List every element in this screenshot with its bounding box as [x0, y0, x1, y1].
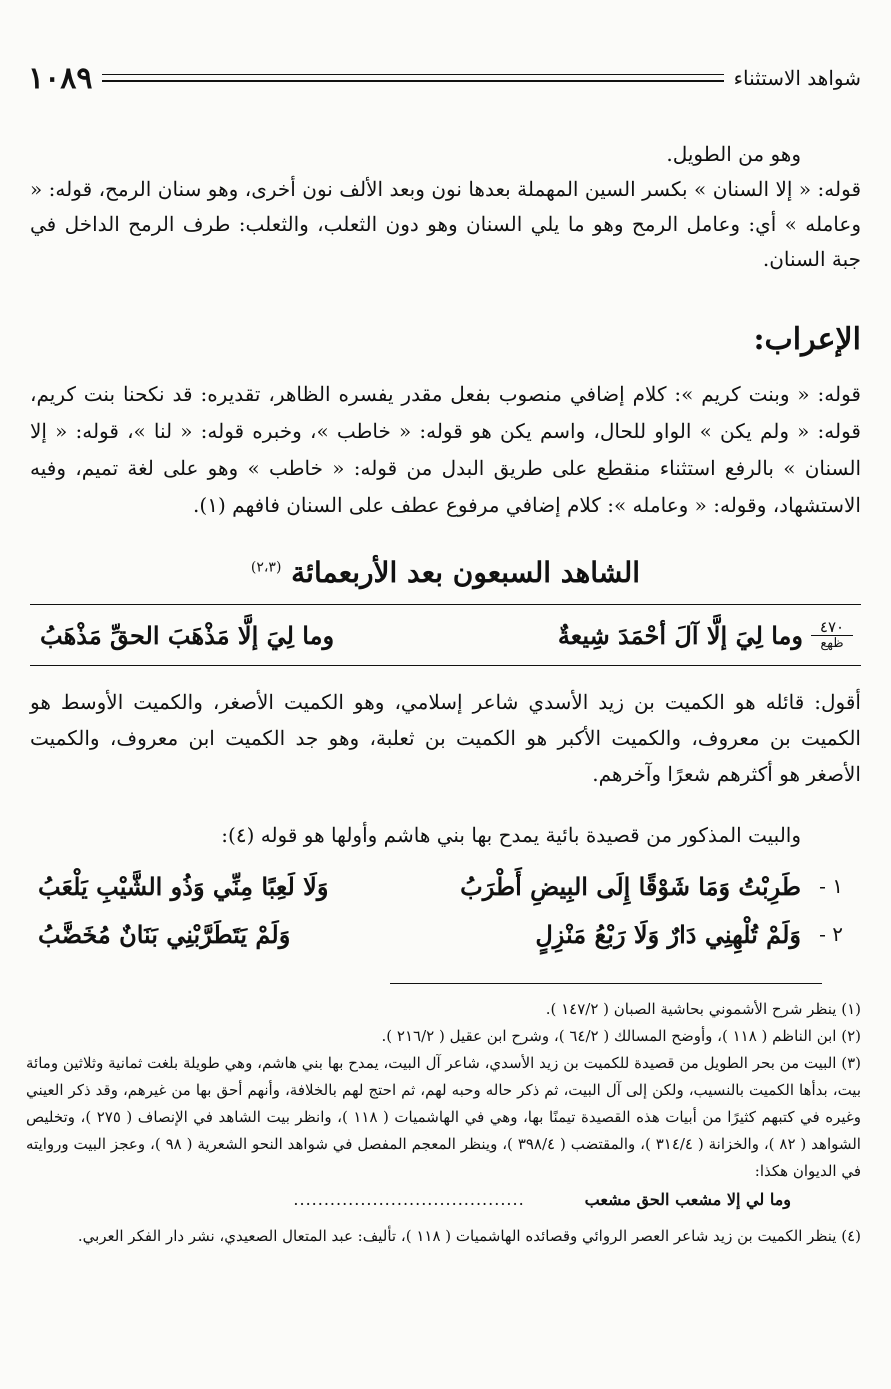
- verse-ref-label: ظهع: [820, 635, 844, 651]
- footnote-1: (١) ينظر شرح الأشموني بحاشية الصبان ( ١٤٧/٢ ).: [545, 1000, 861, 1018]
- footnote-3-verse: [26, 1185, 861, 1215]
- poem-intro-block: [30, 818, 861, 853]
- witness-title: [30, 556, 861, 589]
- verse-ref-number: ٤٧٠: [811, 620, 853, 636]
- witness-verse-box: [30, 604, 861, 666]
- poem-verse: [30, 862, 861, 910]
- header-rule: [102, 74, 723, 82]
- page-number: ١٠٨٩: [28, 60, 93, 96]
- footnote-2: (٢) ابن الناظم ( ١١٨ )، وأوضح المسالك ( ٦٤/٢ )، وشرح ابن عقيل ( ٢١٦/٢ ).: [381, 1027, 861, 1045]
- verse-first-half: طَرِبْتُ وَمَا شَوْقًا إِلَى البِيضِ أَطْرَبُ: [460, 871, 801, 901]
- witness-title-text: الشاهد السبعون بعد الأربعمائة: [291, 556, 641, 589]
- footnote-verse-dots: ......................................: [293, 1190, 525, 1209]
- footnotes: [26, 996, 861, 1250]
- verse-number: ١ -: [819, 874, 843, 898]
- footnote-verse-text: وما لي إلا مشعب الحق مشعب: [584, 1190, 791, 1209]
- page-header: [28, 58, 861, 98]
- irab-block: [30, 376, 861, 524]
- running-title: شواهد الاستثناء: [733, 66, 861, 90]
- verse-reference: [811, 617, 853, 651]
- poem-verse-list: [30, 862, 861, 958]
- verse-second-half: وَلَا لَعِبًا مِنِّي وَذُو الشَّيْبِ يَلْعَبُ: [38, 871, 329, 901]
- words-paragraph: قوله: « إلا السنان » بكسر السين المهملة بعدها نون وبعد الألف نون أخرى، وهو سنان الرمح، قوله: « وعامله » أي: وعامل الرمح وهو ما يلي السنان وهو دون الثعلب، والثعلب: طرف الرمح الداخل في جبة السنان.: [30, 177, 861, 271]
- meter-line: وهو من الطويل.: [666, 142, 801, 166]
- witness-title-note: (٢،٣): [250, 559, 282, 576]
- irab-paragraph: قوله: « وبنت كريم »: كلام إضافي منصوب بفعل مقدر يفسره الظاهر، تقديره: قد نكحنا بنت كريم، قوله: « ولم يكن » الواو للحال، واسم يكن هو قوله: « خاطب »، وخبره قوله: « لنا »، قوله: « إلا السنان » بالرفع استثناء منقطع على طريق البدل من قوله: « خاطب » وهو على لغة تميم، وفيه الاستشهاد، وقوله: « وعامله »: كلام إضافي مرفوع عطف على السنان فافهم (١).: [30, 382, 861, 517]
- commentary-block: [30, 137, 861, 277]
- footnote-4: (٤) ينظر الكميت بن زيد شاعر العصر الروائي وقصائده الهاشميات ( ١١٨ )، تأليف: عبد المتعال الصعيدي، نشر دار الفكر العربي.: [77, 1227, 861, 1245]
- poem-verse: [30, 910, 861, 958]
- aqul-block: [30, 684, 861, 792]
- footnote-separator: [390, 983, 822, 984]
- verse-number: ٢ -: [819, 922, 843, 946]
- poem-intro: والبيت المذكور من قصيدة بائية يمدح بها بني هاشم وأولها هو قوله (٤):: [221, 823, 801, 847]
- footnote-3: (٣) البيت من بحر الطويل من قصيدة للكميت بن زيد الأسدي، شاعر آل البيت، يمدح بها بني هاشم، وهي طويلة بلغت ثمانية وثلاثين ومائة بيت، بدأها الكميت بالنسيب، ولكن إلى آل البيت، ثم ذكر حاله وحبه لهم، ثم احتج لهم بالخلافة، وأنهم أحق بها من غيرهم، وقد ذكر العيني وغيره في كتبهم كثيرًا من أبيات هذه القصيدة تيمنًا بها، وهي في الهاشميات ( ١١٨ )، وانظر بيت الشاهد في الإنصاف ( ٢٧٥ )، وتخليص الشواهد ( ٨٢ )، والخزانة ( ٣١٤/٤ )، والمقتضب ( ٣٩٨/٤ )، وينظر المعجم المفصل في شواهد النحو الشعرية ( ٩٨ )، وعجز البيت وروايته في الديوان هكذا:: [26, 1054, 861, 1180]
- aqul-paragraph: أقول: قائله هو الكميت بن زيد الأسدي شاعر إسلامي، وهو الكميت الأصغر، والكميت الأوسط هو الكميت بن معروف، والكميت الأكبر هو الكميت بن ثعلبة، وهو جد الكميت ابن معروف، والكميت الأصغر هو أكثرهم شعرًا وآخرهم.: [30, 690, 861, 786]
- verse-first-half: وَلَمْ تُلْهِنِي دَارٌ وَلَا رَبْعُ مَنْزِلٍ: [535, 919, 801, 949]
- irab-heading: الإعراب:: [753, 322, 861, 357]
- verse-second-half: وَلَمْ يَتَطَرَّبْنِي بَنَانٌ مُخَضَّبُ: [38, 919, 291, 949]
- footnote-gap: [26, 1215, 861, 1223]
- witness-hemistich-1: وما لِيَ إلَّا آلَ أحْمَدَ شِيعةٌ: [557, 620, 803, 650]
- witness-hemistich-2: وما لِيَ إلَّا مَذْهَبَ الحقِّ مَذْهَبُ: [40, 620, 335, 650]
